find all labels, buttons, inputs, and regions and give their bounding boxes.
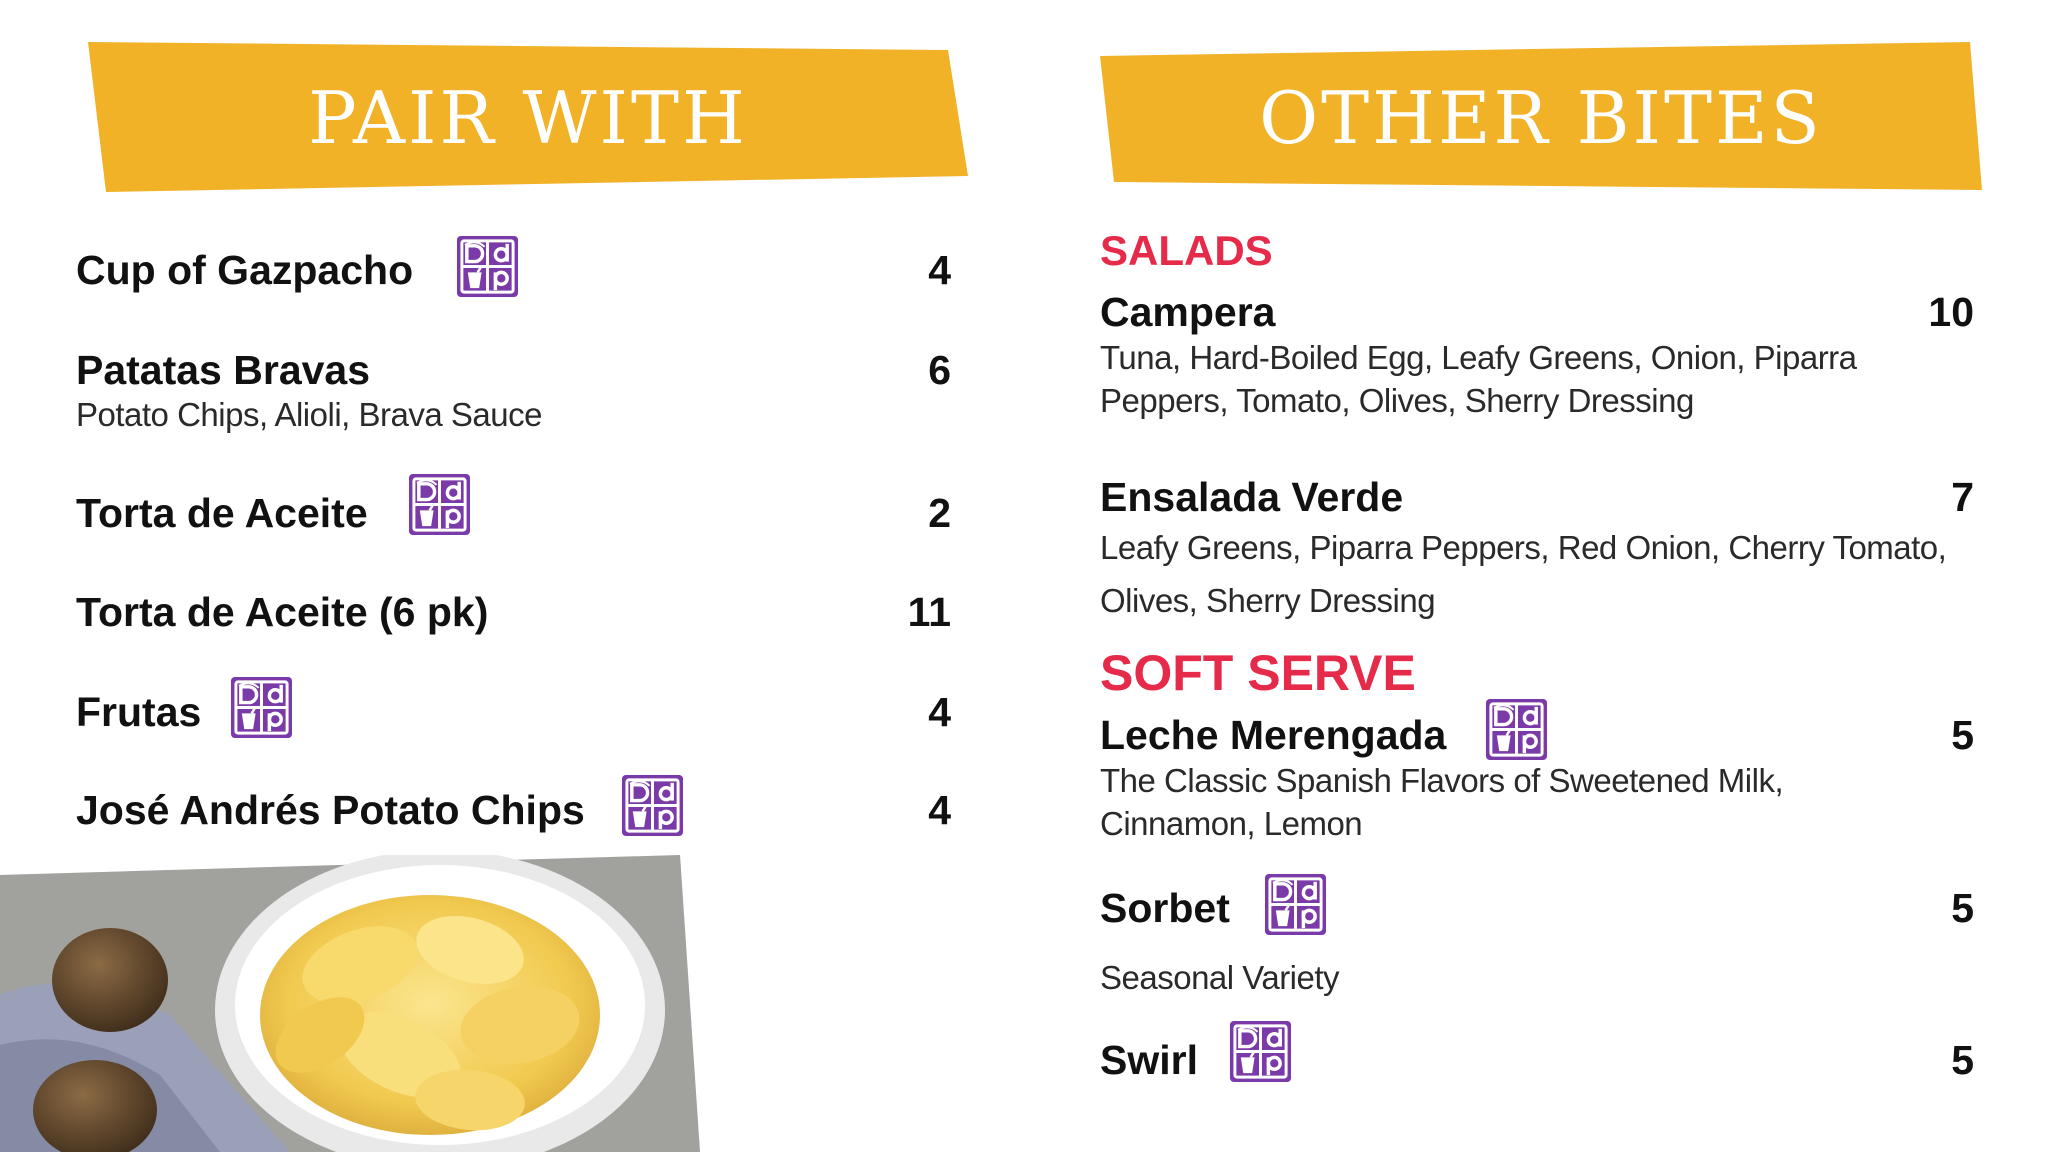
menu-item-sorbet xyxy=(1100,885,1980,1008)
item-name: Sorbet xyxy=(1100,885,1230,931)
other-bites-banner xyxy=(1100,42,1982,192)
description-line: Leafy Greens, Piparra Peppers, Red Onion, Cherry Tomato, xyxy=(1100,529,1947,566)
item-name: Frutas xyxy=(76,689,202,735)
item-price: 5 xyxy=(1951,712,1974,758)
menu-item-cup-of-gazpacho xyxy=(76,247,956,320)
description-line: Olives, Sherry Dressing xyxy=(1100,582,1436,619)
menu-item-frutas xyxy=(76,689,956,762)
description-line: Tuna, Hard-Boiled Egg, Leafy Greens, Onion, Piparra xyxy=(1100,339,1857,376)
description-line: Cinnamon, Lemon xyxy=(1100,805,1363,842)
item-name: José Andrés Potato Chips xyxy=(76,787,585,833)
item-price: 7 xyxy=(1951,474,1974,520)
ddp-snack-icon xyxy=(230,676,293,739)
potato-chips-bowl-photo xyxy=(0,855,700,1152)
menu-item-leche-merengada xyxy=(1100,712,1980,855)
item-description xyxy=(1100,336,1857,422)
menu-item-ensalada-verde xyxy=(1100,474,1980,627)
item-price: 4 xyxy=(928,689,951,735)
description-line: Seasonal Variety xyxy=(1100,959,1340,996)
item-price: 5 xyxy=(1951,1037,1974,1083)
menu-item-patatas-bravas xyxy=(76,347,956,440)
item-name: Leche Merengada xyxy=(1100,712,1447,758)
ddp-snack-icon xyxy=(1264,873,1327,936)
item-name: Cup of Gazpacho xyxy=(76,247,414,293)
ddp-snack-icon xyxy=(621,774,684,837)
item-price: 11 xyxy=(907,589,951,635)
item-name: Swirl xyxy=(1100,1037,1198,1083)
description-line: Peppers, Tomato, Olives, Sherry Dressing xyxy=(1100,382,1694,419)
ddp-snack-icon xyxy=(1229,1020,1292,1083)
menu-item-swirl xyxy=(1100,1037,1980,1110)
item-price: 2 xyxy=(928,490,951,536)
section-heading-salads: SALADS xyxy=(1100,227,1273,274)
item-price: 4 xyxy=(928,787,951,833)
ddp-snack-icon xyxy=(1485,698,1548,761)
menu-item-jose-andres-potato-chips xyxy=(76,787,956,860)
item-name: Ensalada Verde xyxy=(1100,474,1404,520)
item-name: Torta de Aceite (6 pk) xyxy=(76,589,489,635)
other-bites-title: OTHER BITES xyxy=(1259,76,1823,160)
ddp-snack-icon xyxy=(408,473,471,536)
item-price: 10 xyxy=(1928,289,1974,335)
menu-item-campera xyxy=(1100,289,1980,432)
item-description xyxy=(1100,956,1339,999)
item-name: Patatas Bravas xyxy=(76,347,371,393)
item-description: Potato Chips, Alioli, Brava Sauce xyxy=(76,396,542,433)
item-description xyxy=(1100,759,1783,845)
menu-item-torta-de-aceite-6pk xyxy=(76,589,956,652)
section-heading-soft-serve: SOFT SERVE xyxy=(1100,645,1416,701)
item-name: Campera xyxy=(1100,289,1276,335)
description-line: The Classic Spanish Flavors of Sweetened Milk, xyxy=(1100,762,1784,799)
item-price: 5 xyxy=(1951,885,1974,931)
item-description xyxy=(1100,521,1946,627)
item-price: 4 xyxy=(928,247,951,293)
pair-with-title: PAIR WITH xyxy=(308,76,748,160)
item-price: 6 xyxy=(928,347,951,393)
item-name: Torta de Aceite xyxy=(76,490,368,536)
pair-with-banner xyxy=(88,42,968,192)
ddp-snack-icon xyxy=(456,235,519,298)
photo-illustration xyxy=(0,855,700,1152)
menu-item-torta-de-aceite xyxy=(76,490,956,563)
